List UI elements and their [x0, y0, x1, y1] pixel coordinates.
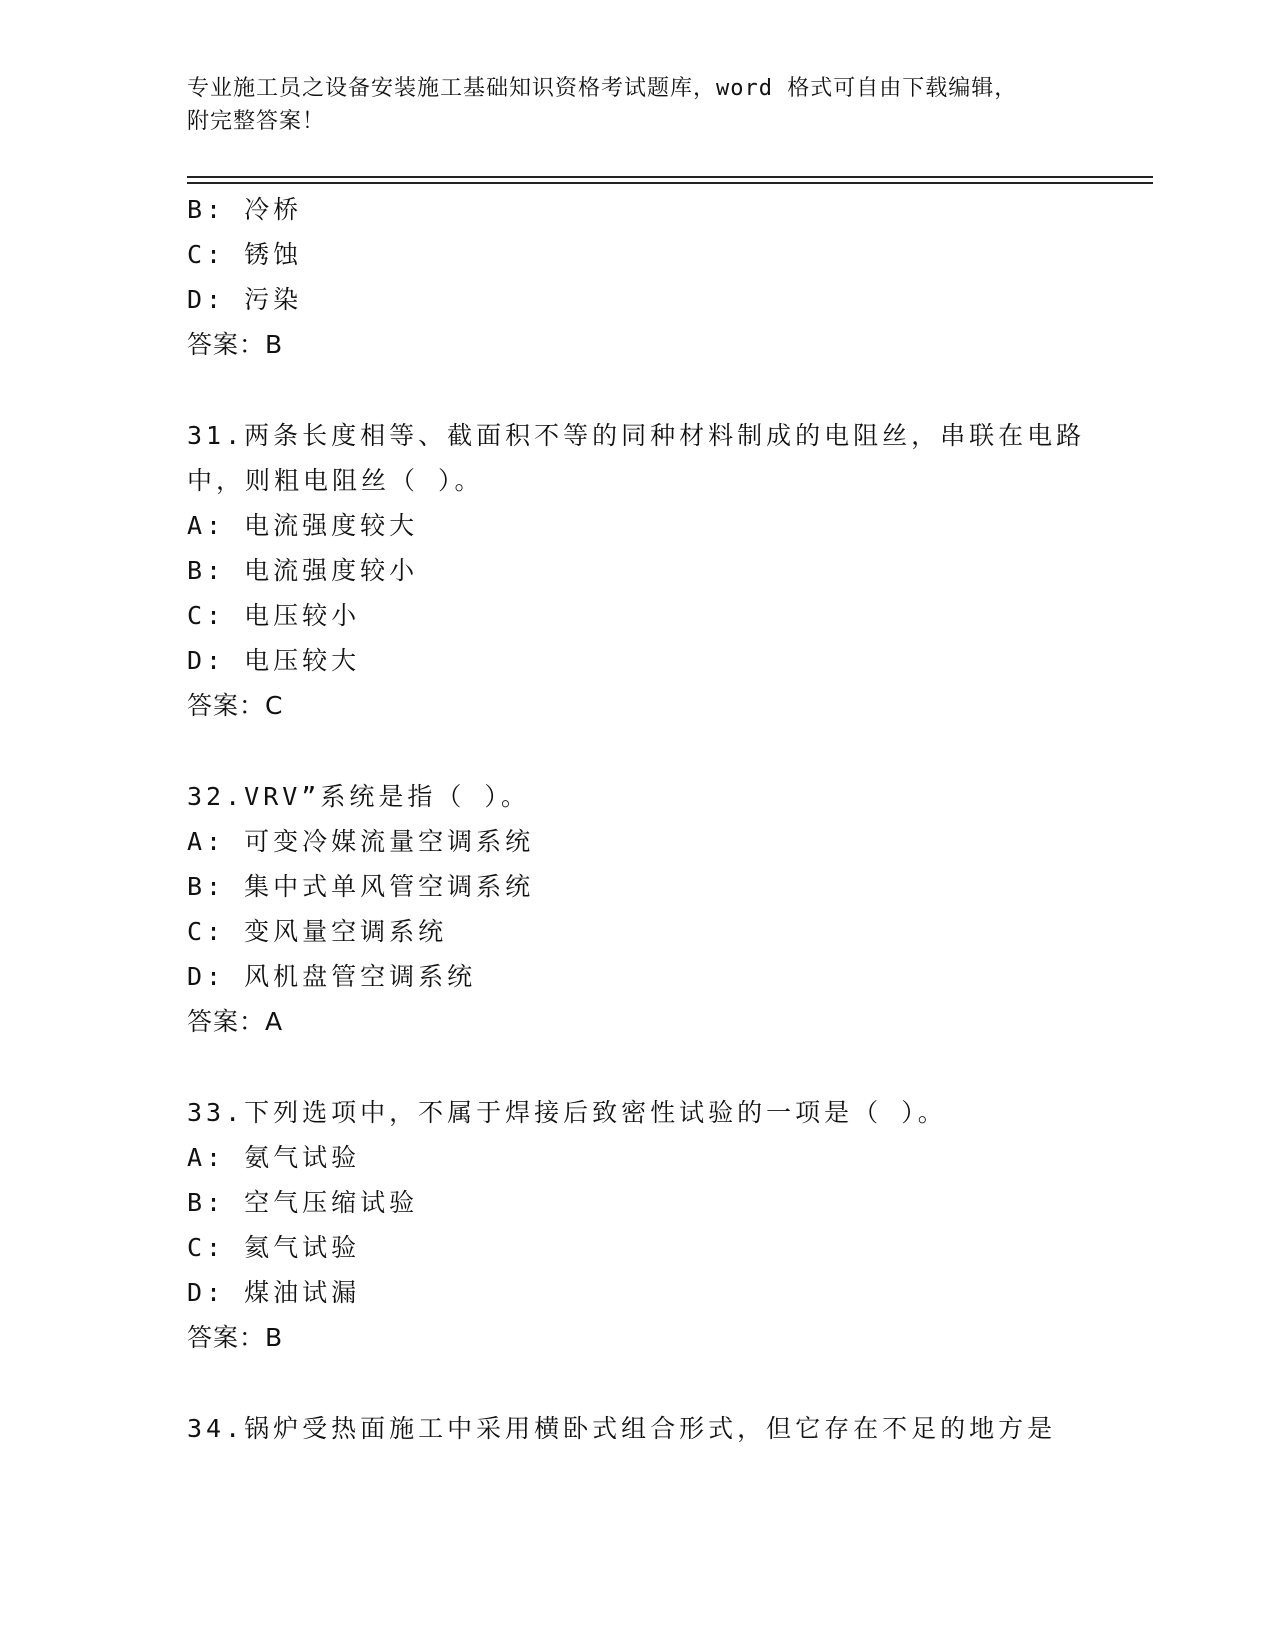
- question-31: [187, 413, 1087, 728]
- option-a: A: 电流强度较大: [187, 511, 419, 540]
- header-divider-bottom: [187, 182, 1153, 184]
- option-c: C: 氦气试验: [187, 1233, 361, 1262]
- question-34: [187, 1406, 1087, 1451]
- option-d: D: 污染: [187, 285, 303, 314]
- question-33: [187, 1090, 1087, 1360]
- question-stem: 34.锅炉受热面施工中采用横卧式组合形式，但它存在不足的地方是: [187, 1414, 1057, 1443]
- header-line-2: 附完整答案！: [187, 109, 326, 134]
- answer-line: 答案：B: [187, 330, 284, 359]
- header-line-1: 专业施工员之设备安装施工基础知识资格考试题库，word 格式可自由下载编辑，: [187, 76, 1018, 101]
- option-d: D: 煤油试漏: [187, 1278, 361, 1307]
- option-c: C: 变风量空调系统: [187, 917, 448, 946]
- question-list: [187, 187, 1087, 1451]
- option-a: A: 可变冷媒流量空调系统: [187, 827, 535, 856]
- option-c: C: 锈蚀: [187, 240, 303, 269]
- option-d: D: 风机盘管空调系统: [187, 962, 477, 991]
- question-stem: 33.下列选项中，不属于焊接后致密性试验的一项是（ ）。: [187, 1098, 947, 1127]
- spacer: [187, 1044, 1087, 1090]
- header-divider-top: [187, 176, 1153, 178]
- question-32: [187, 774, 1087, 1044]
- answer-line: 答案：C: [187, 691, 284, 720]
- question-30-tail: [187, 187, 1087, 367]
- option-c: C: 电压较小: [187, 601, 361, 630]
- option-b: B: 冷桥: [187, 195, 303, 224]
- document-header: [187, 72, 1067, 138]
- spacer: [187, 1360, 1087, 1406]
- spacer: [187, 367, 1087, 413]
- option-a: A: 氨气试验: [187, 1143, 361, 1172]
- option-d: D: 电压较大: [187, 646, 361, 675]
- question-stem: 31.两条长度相等、截面积不等的同种材料制成的电阻丝，串联在电路: [187, 421, 1086, 450]
- question-stem: 32.VRV”系统是指（ ）。: [187, 782, 530, 811]
- spacer: [187, 728, 1087, 774]
- answer-line: 答案：A: [187, 1007, 284, 1036]
- question-stem-continued: 中，则粗电阻丝（ ）。: [187, 466, 484, 495]
- option-b: B: 电流强度较小: [187, 556, 419, 585]
- answer-line: 答案：B: [187, 1323, 284, 1352]
- option-b: B: 集中式单风管空调系统: [187, 872, 535, 901]
- option-b: B: 空气压缩试验: [187, 1188, 419, 1217]
